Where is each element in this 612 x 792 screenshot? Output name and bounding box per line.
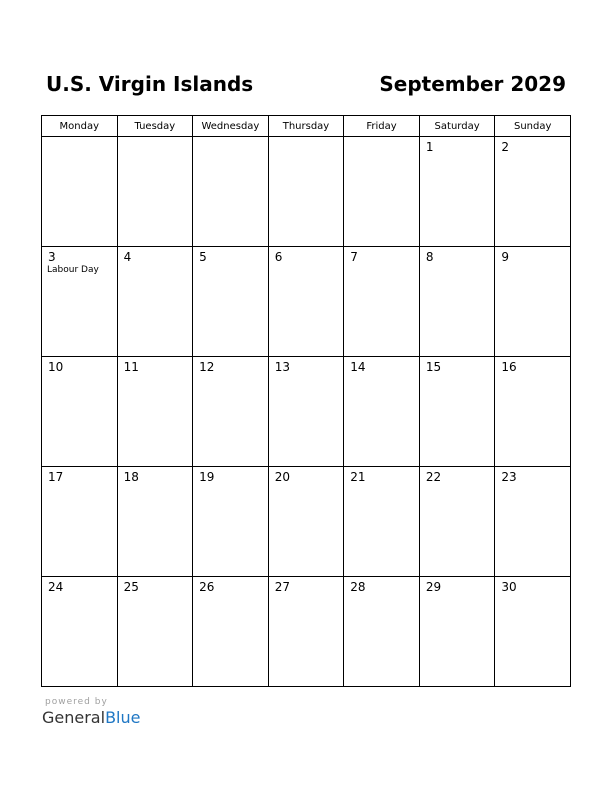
day-cell <box>117 247 193 357</box>
week-row-2 <box>42 247 571 357</box>
day-number: 28 <box>350 580 366 594</box>
day-number: 8 <box>425 250 434 264</box>
weekday-wednesday: Wednesday <box>193 116 269 137</box>
day-number: 27 <box>274 580 290 594</box>
day-cell <box>117 577 193 687</box>
day-cell <box>344 357 420 467</box>
weekday-friday: Friday <box>344 116 420 137</box>
day-number: 11 <box>123 360 139 374</box>
day-cell <box>419 357 495 467</box>
brand-general: General <box>42 708 106 727</box>
day-cell <box>268 137 344 247</box>
week-row-3 <box>42 357 571 467</box>
region-title: U.S. Virgin Islands <box>46 72 254 96</box>
weekday-saturday: Saturday <box>419 116 495 137</box>
day-number: 30 <box>501 580 517 594</box>
day-number: 4 <box>123 250 132 264</box>
day-number: 15 <box>425 360 442 374</box>
day-number: 22 <box>425 470 442 484</box>
powered-by-text: powered by <box>45 697 108 707</box>
day-number: 7 <box>350 250 358 264</box>
day-cell <box>117 357 193 467</box>
day-number: 24 <box>48 580 64 594</box>
day-number: 17 <box>48 470 64 484</box>
day-cell <box>193 577 269 687</box>
day-cell <box>419 137 495 247</box>
day-cell <box>42 247 118 357</box>
day-cell <box>117 467 193 577</box>
day-cell <box>268 577 344 687</box>
day-number: 25 <box>123 580 139 594</box>
day-number: 6 <box>274 250 283 264</box>
weekday-sunday: Sunday <box>495 116 571 137</box>
brand-blue: Blue <box>105 708 141 727</box>
weekday-tuesday: Tuesday <box>117 116 193 137</box>
day-cell <box>193 247 269 357</box>
holiday-label: Labour Day <box>47 265 99 275</box>
day-cell <box>193 467 269 577</box>
day-number: 3 <box>48 250 56 264</box>
week-row-1 <box>42 137 571 247</box>
day-number: 19 <box>199 470 215 484</box>
calendar-grid <box>41 115 571 687</box>
day-cell <box>419 467 495 577</box>
day-cell <box>344 467 420 577</box>
day-cell <box>495 357 571 467</box>
day-number <box>193 137 268 140</box>
day-cell <box>495 577 571 687</box>
day-cell <box>344 137 420 247</box>
day-number: 18 <box>123 470 139 484</box>
day-cell <box>344 247 420 357</box>
weekday-monday: Monday <box>42 116 118 137</box>
day-cell <box>42 137 118 247</box>
day-number <box>344 137 419 140</box>
day-number: 13 <box>274 360 290 374</box>
day-number: 14 <box>350 360 366 374</box>
footer-branding <box>42 697 140 728</box>
day-number: 5 <box>199 250 207 264</box>
day-cell <box>419 577 495 687</box>
day-number: 16 <box>501 360 517 374</box>
day-cell <box>42 467 118 577</box>
day-cell <box>42 577 118 687</box>
day-number: 23 <box>501 470 517 484</box>
day-cell <box>117 137 193 247</box>
day-cell <box>42 357 118 467</box>
day-number: 26 <box>199 580 215 594</box>
day-cell <box>495 137 571 247</box>
day-cell <box>495 467 571 577</box>
day-number: 12 <box>199 360 215 374</box>
day-number: 29 <box>425 580 442 594</box>
day-number <box>118 137 193 140</box>
month-year-title: September 2029 <box>379 72 566 96</box>
day-cell <box>419 247 495 357</box>
day-number: 20 <box>274 470 290 484</box>
generalblue-logo <box>42 708 140 728</box>
day-number: 2 <box>501 140 510 154</box>
day-number <box>42 137 117 140</box>
day-cell <box>268 247 344 357</box>
day-cell <box>495 247 571 357</box>
day-cell <box>268 467 344 577</box>
day-cell <box>193 357 269 467</box>
weekday-header-row <box>42 116 571 137</box>
week-row-5 <box>42 577 571 687</box>
week-row-4 <box>42 467 571 577</box>
day-cell <box>193 137 269 247</box>
weekday-thursday: Thursday <box>268 116 344 137</box>
day-number: 1 <box>425 140 434 154</box>
day-number: 9 <box>501 250 510 264</box>
day-number <box>269 137 344 140</box>
day-cell <box>344 577 420 687</box>
day-number: 10 <box>48 360 64 374</box>
day-cell <box>268 357 344 467</box>
day-number: 21 <box>350 470 366 484</box>
